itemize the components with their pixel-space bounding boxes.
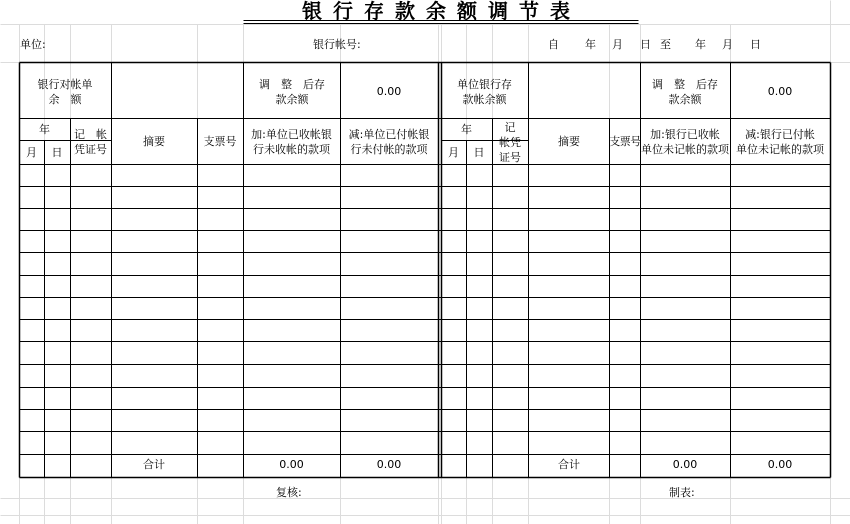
page-title: 银行存款余额调节表 — [302, 0, 581, 23]
left-col-check-no: 支票号 — [203, 135, 237, 148]
period-month-2: 月 — [722, 38, 733, 51]
left-col-voucher: 记 帐 凭证号 — [74, 128, 107, 156]
period-day-1: 日 — [640, 38, 651, 51]
right-col-day: 日 — [473, 146, 485, 159]
book-balance-label: 单位银行存 款帐余额 — [457, 78, 512, 106]
right-col-sub-items: 减:银行已付帐 单位未记帐的款项 — [736, 128, 824, 156]
period-month-1: 月 — [612, 38, 623, 51]
left-col-summary: 摘要 — [143, 135, 165, 148]
right-adjusted-balance-value: 0.00 — [767, 85, 793, 98]
right-col-check-no: 支票号 — [609, 135, 641, 148]
left-adjusted-balance-label: 调 整 后存 款余额 — [259, 78, 325, 106]
left-col-year: 年 — [39, 123, 50, 136]
period-from-label: 自 — [548, 38, 559, 51]
period-year-1: 年 — [585, 38, 596, 51]
left-total-label: 合计 — [143, 458, 165, 471]
right-col-voucher: 记 帐凭 证号 — [499, 121, 521, 164]
right-total-add-value: 0.00 — [672, 458, 698, 471]
right-col-month: 月 — [448, 146, 459, 159]
reviewer-label: 复核: — [276, 486, 302, 499]
period-day-2: 日 — [750, 38, 761, 51]
right-total-sub-value: 0.00 — [767, 458, 793, 471]
unit-label: 单位: — [20, 38, 46, 51]
right-adjusted-balance-label: 调 整 后存 款余额 — [652, 78, 718, 106]
left-col-sub-items: 减:单位已付帐银 行未付帐的款项 — [348, 128, 430, 156]
left-adjusted-balance-value: 0.00 — [376, 85, 402, 98]
bank-account-label: 银行帐号: — [313, 38, 361, 51]
right-total-label: 合计 — [558, 458, 580, 471]
preparer-label: 制表: — [669, 486, 695, 499]
left-total-add-value: 0.00 — [279, 458, 304, 471]
right-col-summary: 摘要 — [558, 135, 580, 148]
period-year-2: 年 — [695, 38, 706, 51]
period-to-label: 至 — [660, 38, 671, 51]
right-col-add-items: 加:银行已收帐 单位未记帐的款项 — [641, 128, 729, 156]
left-total-sub-value: 0.00 — [376, 458, 402, 471]
bank-statement-balance-label: 银行对帐单 余 额 — [37, 78, 93, 106]
left-col-day: 日 — [51, 146, 63, 159]
left-col-month: 月 — [26, 146, 37, 159]
left-col-add-items: 加:单位已收帐银 行未收帐的款项 — [251, 128, 332, 156]
right-col-year: 年 — [461, 123, 472, 136]
